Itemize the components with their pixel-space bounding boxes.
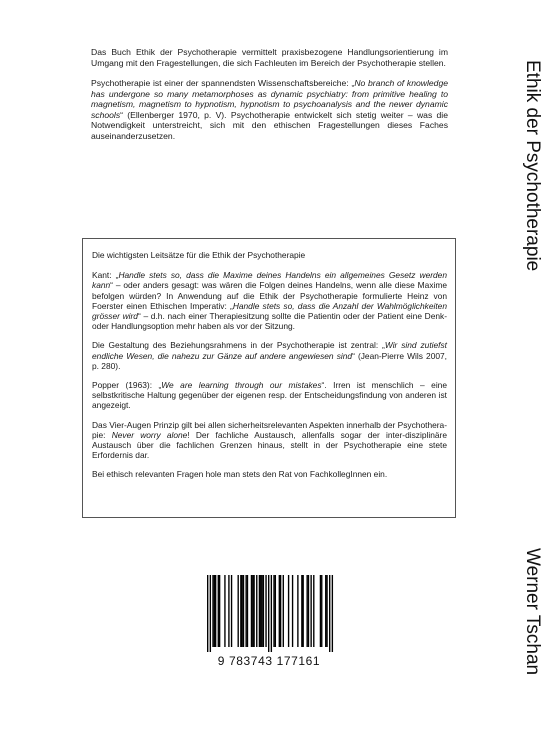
barcode-bar xyxy=(271,575,272,652)
wils-paragraph xyxy=(92,340,447,371)
barcode-bar xyxy=(275,575,276,647)
blurb-intro xyxy=(91,47,448,151)
barcode-bar xyxy=(228,575,229,647)
wils-text-a: Die Gestaltung des Beziehungsrahmens in der Psychotherapie ist zentral: „ xyxy=(92,340,385,351)
barcode-bar xyxy=(243,575,244,647)
barcode-bar xyxy=(214,575,215,647)
barcode-bar xyxy=(241,575,242,647)
barcode-bar xyxy=(247,575,248,647)
barcode-bars xyxy=(207,575,333,652)
barcode-bar xyxy=(308,575,309,647)
ellenberger-quote: No branch of knowledge has undergone so many metamorphoses as dynamic psychiatry: from primitive healing to magnetism, magnetism to hypnotism, hypnotism to psychoanalysis and the newer dynamic schools xyxy=(91,78,448,120)
vier-augen-paragraph xyxy=(92,420,447,461)
barcode-bar xyxy=(279,575,280,647)
isbn-digits: 9 783743 177161 xyxy=(217,654,321,668)
barcode-bar xyxy=(238,575,239,647)
book-spine xyxy=(517,0,543,750)
barcode-bar xyxy=(219,575,220,647)
barcode-bar xyxy=(215,575,216,647)
kant-paragraph xyxy=(92,270,447,331)
vier-text-a: Das Vier-Augen Prinzip gilt bei allen sicherheitsrelevanten Aspekten innerhalb der Psychothera-pie: xyxy=(92,419,447,440)
barcode-bar xyxy=(306,575,307,647)
barcode-bar xyxy=(265,575,266,647)
spine-author: Werner Tschan xyxy=(522,548,543,676)
principles-heading: Die wichtigsten Leitsätze für die Ethik der Psychotherapie xyxy=(92,250,306,260)
intro-paragraph-1: Das Buch Ethik der Psychotherapie vermittelt praxisbezogene Handlungsorientierung im Umgang mit den Fragestellungen, die sich Fachleuten im Bereich der Psychotherapie stellen. xyxy=(91,47,448,68)
intro-p2-text-b: “ (Ellenberger 1970, p. V). Psychotherapie entwickelt sich stetig weiter – was die Notwendigkeit unterstreicht, sich mit den ethischen Fragestellungen dieses Faches auseinanderzusetzen. xyxy=(91,109,448,141)
barcode-bar xyxy=(280,575,281,647)
popper-text-a: Popper (1963): „ xyxy=(92,380,162,391)
last-paragraph: Bei ethisch relevanten Fragen hole man stets den Rat von FachkollegInnen ein. xyxy=(92,469,388,480)
barcode-bar xyxy=(310,575,311,647)
barcode-bar xyxy=(283,575,284,647)
popper-text-b: “. Irren ist menschlich – eine selbstkritische Haltung gegenüber der eigenen resp. der Entscheidungsfindung von anderen ist angezeigt. xyxy=(92,380,447,411)
kant-text-a: Kant: „ xyxy=(92,270,119,281)
popper-paragraph xyxy=(92,380,447,411)
barcode-bar xyxy=(329,575,330,652)
kant-quote: Handle stets so, dass die Maxime deines Handelns ein allgemeines Gesetz werden kann xyxy=(92,270,447,291)
barcode-bar xyxy=(207,575,208,652)
kant-text-c: “ – d.h. nach einer Therapiesitzung sollte die Patientin oder der Patient eine Denk- oder Handlungsoption mehr haben als vor der Sitzung. xyxy=(92,311,448,332)
barcode-bar xyxy=(210,575,211,652)
barcode-bar xyxy=(256,575,257,647)
barcode-bar xyxy=(313,575,314,647)
kant-text-b: “ – oder anders gesagt: was wären die Folgen deines Handelns, wenn alle diese Maxime befolgen würden? In Anwendung auf die Ethik der Psychotherapie formulierte Heinz von Foerster einen Ethischen Imperativ: „ xyxy=(92,280,447,311)
foerster-quote: Handle stets so, dass die Anzahl der Wahlmöglichkeiten grösser wird xyxy=(92,300,447,322)
barcode-bar xyxy=(240,575,241,647)
barcode-bar xyxy=(212,575,213,647)
barcode-bar xyxy=(302,575,303,647)
barcode-bar xyxy=(231,575,232,647)
barcode-bar xyxy=(288,575,289,647)
barcode-bar xyxy=(261,575,262,647)
barcode-bar xyxy=(321,575,322,647)
intro-paragraph-2 xyxy=(91,78,448,141)
spine-title: Ethik der Psychotherapie xyxy=(522,60,543,272)
barcode-bar xyxy=(320,575,321,647)
wils-quote: Wir sind zutiefst endliche Wesen, die nahezu zur Gänze auf andere angewiesen sind xyxy=(92,340,447,361)
barcode-bar xyxy=(263,575,264,647)
popper-quote: We are learning through our mistakes xyxy=(161,380,322,391)
principles-box xyxy=(82,238,456,518)
barcode-bar xyxy=(251,575,252,647)
barcode-bar xyxy=(297,575,298,647)
vier-text-b: ! Der fachliche Austausch, allenfalls sogar der inter-disziplinäre Austausch über die fachlichen Grenzen hinaus, stellt in der Psychotherapie eine stete Erfordernis dar. xyxy=(92,429,447,461)
barcode-bar xyxy=(245,575,246,647)
barcode-bar xyxy=(253,575,254,647)
barcode-bar xyxy=(301,575,302,647)
wils-text-b: “ (Jean-Pierre Wils 2007, p. 280). xyxy=(92,350,447,371)
barcode-bar xyxy=(224,575,225,647)
intro-p2-text-a: Psychotherapie ist einer der spannendsten Wissenschaftsbereiche: „ xyxy=(91,78,355,88)
barcode-bar xyxy=(218,575,219,647)
barcode-bar xyxy=(268,575,269,652)
barcode-bar xyxy=(252,575,253,647)
barcode-bar xyxy=(326,575,327,647)
barcode-bar xyxy=(260,575,261,647)
barcode-bar xyxy=(292,575,293,647)
barcode-bar xyxy=(259,575,260,647)
isbn-barcode xyxy=(207,575,333,652)
barcode-bar xyxy=(325,575,326,647)
never-worry-alone-quote: Never worry alone xyxy=(111,429,188,440)
barcode-bar xyxy=(332,575,333,652)
barcode-bar xyxy=(273,575,274,647)
